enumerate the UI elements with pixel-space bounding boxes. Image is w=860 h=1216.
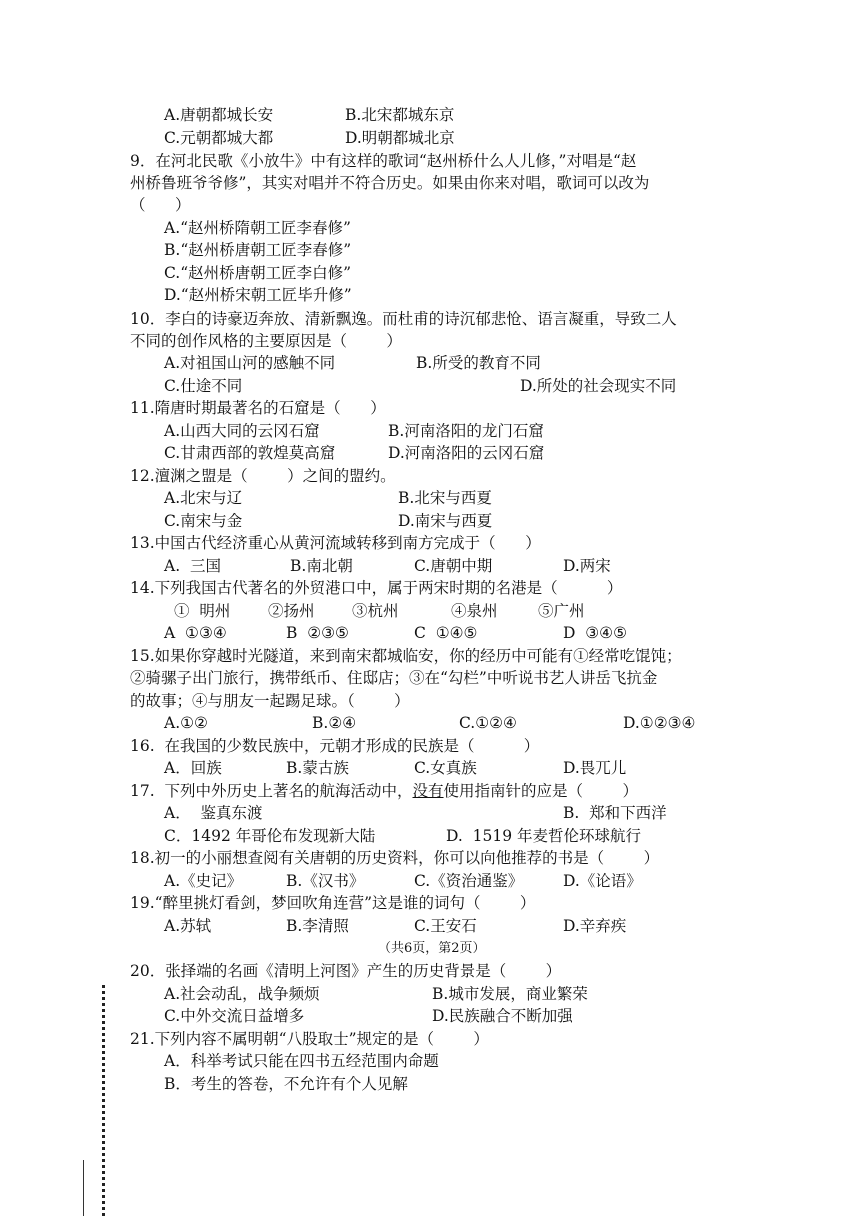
- q19-option-c: C.王安石: [414, 917, 477, 935]
- q15-option-b: B.②④: [312, 714, 357, 732]
- q11-option-d: D.河南洛阳的云冈石窟: [388, 444, 545, 462]
- q14-item-2: ②扬州: [268, 602, 315, 620]
- q17-option-c: C．1492 年哥伦布发现新大陆: [164, 827, 376, 845]
- q10-option-a: A.对祖国山河的感触不同: [164, 354, 336, 372]
- q14-stem: 14.下列我国古代著名的外贸港口中，属于两宋时期的名港是（ ）: [130, 579, 623, 597]
- q9-option-c: C.“赵州桥唐朝工匠李白修”: [164, 264, 352, 282]
- q12-stem: 12.澶渊之盟是（ ）之间的盟约。: [130, 467, 396, 485]
- q11-option-c: C.甘肃西部的敦煌莫高窟: [164, 444, 336, 462]
- page-footer: （共6页，第2页）: [378, 941, 486, 956]
- q10-stem-line1: 10．李白的诗豪迈奔放、清新飘逸。而杜甫的诗沉郁悲怆、语言凝重，导致二人: [130, 310, 677, 328]
- q15-stem-line3: 的故事；④与朋友一起踢足球。（ ）: [130, 692, 410, 710]
- q15-option-a: A.①②: [164, 714, 208, 732]
- q13-option-a: A. 三国: [164, 557, 221, 575]
- q14-option-b: B ②③⑤: [286, 624, 349, 642]
- q12-option-d: D.南宋与西夏: [398, 512, 493, 530]
- q20-option-a: A.社会动乱，战争频烦: [164, 985, 320, 1003]
- binding-dotted-line: [102, 985, 105, 1216]
- q14-item-5: ⑤广州: [538, 602, 585, 620]
- q12-option-a: A.北宋与辽: [164, 489, 243, 507]
- q17-stem: [130, 780, 638, 802]
- q16-option-a: A．回族: [164, 759, 222, 777]
- q13-option-b: B.南北朝: [290, 557, 353, 575]
- q16-option-d: D.畏兀儿: [563, 759, 627, 777]
- q9-stem-line3: （ ）: [130, 196, 191, 214]
- q18-option-b: B.《汉书》: [286, 872, 365, 890]
- q11-option-b: B.河南洛阳的龙门石窟: [388, 422, 544, 440]
- q19-option-a: A.苏轼: [164, 917, 212, 935]
- q17-stem-underlined: 没有: [412, 782, 444, 800]
- q14-option-d: D ③④⑤: [563, 624, 627, 642]
- q16-option-b: B.蒙古族: [286, 759, 349, 777]
- q17-option-a: A． 鉴真东渡: [164, 804, 263, 822]
- q21-stem: 21.下列内容不属明朝“八股取士”规定的是（ ）: [130, 1030, 489, 1048]
- q17-option-b: B. 郑和下西洋: [563, 804, 667, 822]
- q20-stem: 20．张择端的名画《清明上河图》产生的历史背景是（ ）: [130, 962, 562, 980]
- q14-item-1: ① 明州: [174, 602, 231, 620]
- q16-stem: 16. 在我国的少数民族中，元朝才形成的民族是（ ）: [130, 737, 540, 755]
- q17-option-d: D. 1519 年麦哲伦环球航行: [446, 827, 642, 845]
- q20-option-b: B.城市发展，商业繁荣: [432, 985, 588, 1003]
- q14-option-c: C ①④⑤: [414, 624, 478, 642]
- q20-option-d: D.民族融合不断加强: [432, 1007, 573, 1025]
- q15-option-c: C.①②④: [459, 714, 517, 732]
- q15-stem-line2: ②骑骡子出门旅行，携带纸币、住邸店；③在“勾栏”中听说书艺人讲岳飞抗金: [130, 669, 658, 687]
- q8-option-a: A.唐朝都城长安: [164, 106, 274, 124]
- q15-stem-line1: 15.如果你穿越时光隧道，来到南宋都城临安，你的经历中可能有①经常吃馄饨；: [130, 647, 682, 665]
- q17-stem-part2: 使用指南针的应是（ ）: [443, 782, 638, 800]
- q14-item-4: ④泉州: [451, 602, 498, 620]
- q13-stem: 13.中国古代经济重心从黄河流域转移到南方完成于（ ）: [130, 534, 541, 552]
- q9-option-b: B.“赵州桥唐朝工匠李春修”: [164, 241, 352, 259]
- q10-stem-line2: 不同的创作风格的主要原因是（ ）: [130, 332, 402, 350]
- q11-option-a: A.山西大同的云冈石窟: [164, 422, 320, 440]
- q10-option-c: C.仕途不同: [164, 377, 243, 395]
- q9-option-a: A.“赵州桥隋朝工匠李春修”: [164, 219, 351, 237]
- q18-option-c: C.《资治通鉴》: [414, 872, 524, 890]
- q19-option-b: B.李清照: [286, 917, 349, 935]
- q19-option-d: D.辛弃疾: [563, 917, 627, 935]
- q14-item-3: ③杭州: [352, 602, 399, 620]
- q10-option-b: B.所受的教育不同: [416, 354, 541, 372]
- margin-rule: [83, 1160, 84, 1216]
- q17-stem-part1: 17. 下列中外历史上著名的航海活动中，: [130, 782, 413, 800]
- q10-option-d: D.所处的社会现实不同: [520, 377, 677, 395]
- q9-option-d: D.“赵州桥宋朝工匠毕升修”: [164, 286, 352, 304]
- q13-option-d: D.两宋: [563, 557, 611, 575]
- q18-option-d: D.《论语》: [563, 872, 642, 890]
- q18-stem: 18.初一的小丽想查阅有关唐朝的历史资料，你可以向他推荐的书是（ ）: [130, 849, 660, 867]
- q18-option-a: A.《史记》: [164, 872, 243, 890]
- q20-option-c: C.中外交流日益增多: [164, 1007, 305, 1025]
- q16-option-c: C.女真族: [414, 759, 477, 777]
- q8-option-b: B.北宋都城东京: [345, 106, 455, 124]
- q12-option-b: B.北宋与西夏: [398, 489, 492, 507]
- q13-option-c: C.唐朝中期: [414, 557, 493, 575]
- q14-option-a: A ①③④: [164, 624, 227, 642]
- q19-stem: 19.“醉里挑灯看剑，梦回吹角连营”这是谁的词句（ ）: [130, 894, 536, 912]
- q9-stem-line2: 州桥鲁班爷爷修”，其实对唱并不符合历史。如果由你来对唱，歌词可以改为: [130, 174, 650, 192]
- q12-option-c: C.南宋与金: [164, 512, 243, 530]
- q8-option-c: C.元朝都城大都: [164, 129, 274, 147]
- q21-option-b: B．考生的答卷，不允许有个人见解: [164, 1075, 408, 1093]
- q11-stem: 11.隋唐时期最著名的石窟是（ ）: [130, 399, 386, 417]
- q15-option-d: D.①②③④: [623, 714, 696, 732]
- q9-stem-line1: 9．在河北民歌《小放牛》中有这样的歌词“赵州桥什么人儿修，”对唱是“赵: [130, 152, 637, 170]
- q8-option-d: D.明朝都城北京: [345, 129, 455, 147]
- q21-option-a: A．科举考试只能在四书五经范围内命题: [164, 1052, 439, 1070]
